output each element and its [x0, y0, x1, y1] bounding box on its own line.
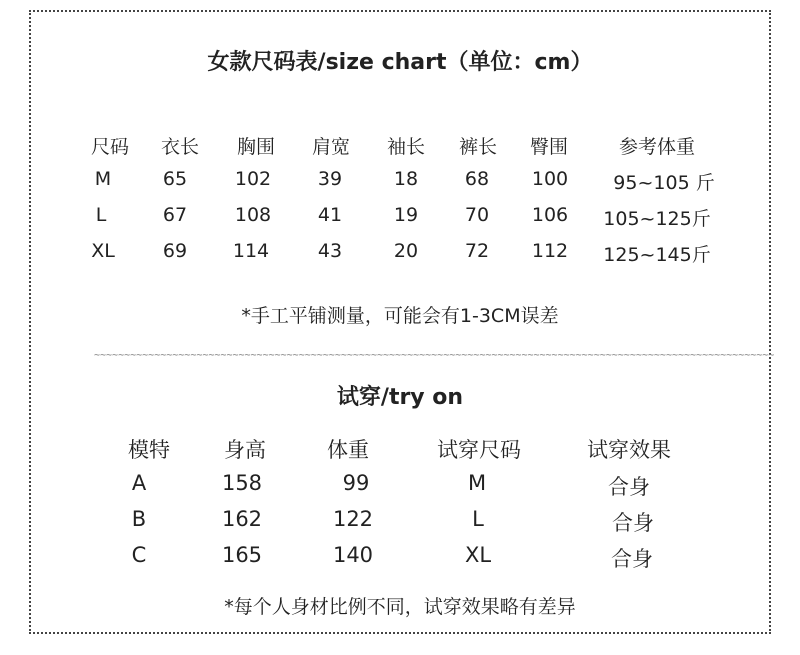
size-row-cell: 125~145斤 [603, 244, 711, 266]
try-header-cell: 模特 [128, 438, 170, 462]
try-header-cell: 试穿尺码 [437, 438, 521, 462]
try-row-cell: L [472, 507, 484, 531]
size-row-cell: 72 [464, 240, 490, 262]
size-row-cell: 95~105 斤 [613, 172, 715, 194]
size-row-cell: 19 [393, 204, 419, 226]
size-header-cell: 臀围 [529, 136, 569, 158]
try-row-cell: 158 [221, 471, 263, 495]
size-row-cell: 41 [317, 204, 343, 226]
try-header-cell: 体重 [327, 438, 369, 462]
size-row-cell: 20 [393, 240, 419, 262]
size-header-cell: 尺码 [90, 136, 130, 158]
size-header-cell: 肩宽 [311, 136, 351, 158]
size-header-cell: 胸围 [236, 136, 276, 158]
size-row-cell: XL [91, 240, 115, 262]
size-row-cell: 67 [162, 204, 188, 226]
size-row-cell: 102 [234, 168, 272, 190]
try-row-cell: 99 [342, 471, 370, 495]
try-row-cell: C [131, 543, 147, 567]
try-row-cell: 162 [221, 507, 263, 531]
size-row-cell: 105~125斤 [603, 208, 711, 230]
size-row-cell: 106 [531, 204, 569, 226]
try-row-cell: XL [464, 543, 492, 567]
size-row-cell: 65 [162, 168, 188, 190]
size-row-cell: 100 [531, 168, 569, 190]
size-chart-title: 女款尺码表/size chart（单位：cm） [207, 50, 593, 75]
try-header-cell: 身高 [224, 438, 266, 462]
size-header-cell: 袖长 [386, 136, 426, 158]
size-row-cell: M [94, 168, 112, 190]
size-row-cell: 43 [317, 240, 343, 262]
try-row-cell: A [131, 471, 147, 495]
size-header-cell: 裤长 [458, 136, 498, 158]
size-row-cell: 112 [531, 240, 569, 262]
measurement-note: *手工平铺测量，可能会有1-3CM误差 [241, 305, 559, 327]
size-row-cell: 70 [464, 204, 490, 226]
try-header-cell: 试穿效果 [587, 438, 671, 462]
size-row-cell: 68 [464, 168, 490, 190]
try-row-cell: M [467, 471, 487, 495]
size-row-cell: 39 [317, 168, 343, 190]
fit-variation-note: *每个人身材比例不同，试穿效果略有差异 [224, 596, 576, 618]
size-row-cell: 114 [232, 240, 270, 262]
try-on-title: 试穿/try on [336, 385, 464, 410]
size-row-cell: 108 [234, 204, 272, 226]
size-header-cell: 参考体重 [618, 136, 696, 158]
try-row-cell: 合身 [612, 511, 654, 535]
try-row-cell: 122 [332, 507, 374, 531]
try-row-cell: 合身 [608, 475, 650, 499]
try-row-cell: 165 [221, 543, 263, 567]
try-row-cell: 140 [332, 543, 374, 567]
size-row-cell: 18 [393, 168, 419, 190]
size-header-cell: 衣长 [160, 136, 200, 158]
tilde-divider: ~~~~~~~~~~~~~~~~~~~~~~~~~~~~~~~~~~~~~~~~~~~~~~~~~~~~~~~~~~~~~~~~~~~~~~~~~~~~~~~~~~~~~~~~~~~~~~~~~~~~~~~~~~~~~~~~~ [94, 350, 775, 361]
try-row-cell: B [131, 507, 147, 531]
size-row-cell: 69 [162, 240, 188, 262]
size-row-cell: L [95, 204, 107, 226]
try-row-cell: 合身 [611, 547, 653, 571]
